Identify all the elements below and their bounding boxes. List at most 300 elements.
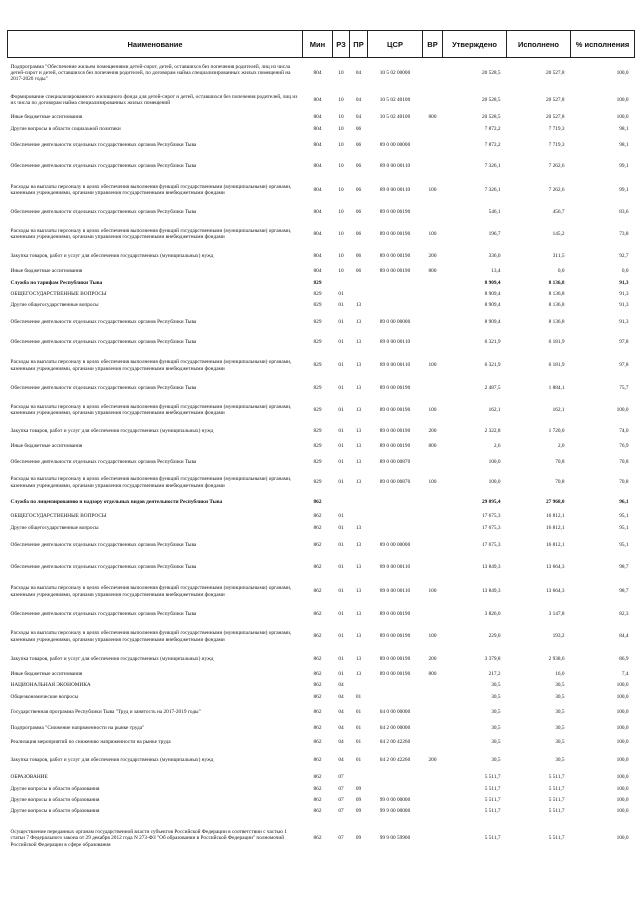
row-vr: 200 xyxy=(428,252,437,259)
row-approved: 30,5 xyxy=(491,739,501,746)
row-pr xyxy=(350,495,368,511)
table-row xyxy=(8,522,635,535)
row-pr: 13 xyxy=(355,362,362,369)
row-pr: 06 xyxy=(355,268,362,275)
row-executed: 8 136,8 xyxy=(548,318,565,325)
row-percent: 100,0 xyxy=(616,835,629,842)
row-vr: 100 xyxy=(428,588,437,595)
row-rz: 01 xyxy=(338,479,344,486)
row-vr xyxy=(423,136,443,156)
row-percent: 100,0 xyxy=(616,96,629,103)
row-csr: 89 0 00 00190 xyxy=(379,655,411,662)
row-name: Расходы на выплаты персоналу в целях обеспечения выполнения функций государственными (муниципальными) органами, казенными учреждениями, органами управления государственными внебюджетными фондами xyxy=(10,359,292,372)
row-vr: 800 xyxy=(428,670,437,677)
row-percent: 100,0 xyxy=(616,739,629,746)
row-csr xyxy=(368,300,423,312)
row-rz: 01 xyxy=(338,384,344,391)
row-name: Расходы на выплаты персоналу в целях обеспечения выполнения функций государственными (муниципальными) органами, казенными учреждениями, органами управления государственными внебюджетными фондами xyxy=(10,403,292,416)
row-min: 862 xyxy=(313,785,322,792)
header-vr: ВР xyxy=(423,31,443,58)
row-rz: 10 xyxy=(338,96,344,103)
row-vr xyxy=(423,704,443,721)
row-pr: 13 xyxy=(355,406,362,413)
row-csr xyxy=(368,278,423,290)
row-min: 829 xyxy=(313,443,322,450)
row-percent: 98,1 xyxy=(619,142,629,149)
row-percent: 70,8 xyxy=(619,458,629,465)
row-vr: 100 xyxy=(428,230,437,237)
row-rz: 07 xyxy=(338,785,344,792)
row-approved: 20 528,5 xyxy=(481,113,501,120)
row-approved: 8 909,4 xyxy=(484,302,501,309)
row-rz: 04 xyxy=(338,739,344,746)
table-row xyxy=(8,557,635,579)
table-row xyxy=(8,278,635,290)
row-csr: 04 2 00 00000 xyxy=(379,724,411,731)
row-pr: 01 xyxy=(355,708,362,715)
row-min: 829 xyxy=(313,339,322,346)
row-approved: 17 675,3 xyxy=(481,512,501,519)
row-approved: 17 675,3 xyxy=(481,524,501,531)
row-rz: 10 xyxy=(338,113,344,120)
row-vr: 100 xyxy=(428,186,437,193)
row-name: Служба по лицензированию и надзору отдельных видов деятельности Республики Тыва xyxy=(10,499,223,506)
row-min: 862 xyxy=(313,524,322,531)
row-csr: 89 0 00 00000 xyxy=(379,142,411,149)
row-pr: 13 xyxy=(355,542,362,549)
row-approved: 5 511,7 xyxy=(484,807,501,814)
row-percent: 91,3 xyxy=(619,280,629,287)
row-rz: 01 xyxy=(338,655,344,662)
row-pr: 13 xyxy=(355,610,362,617)
row-executed: 311,5 xyxy=(552,252,565,259)
row-min: 804 xyxy=(313,208,322,215)
row-executed: 8 136,8 xyxy=(548,291,565,298)
row-name: Обеспечение деятельности отдельных государственных органов Республики Тыва xyxy=(10,163,197,170)
row-pr: 13 xyxy=(355,479,362,486)
row-pr: 09 xyxy=(355,835,362,842)
row-min: 804 xyxy=(313,96,322,103)
header-approved: Утверждено xyxy=(443,31,507,58)
row-vr: 800 xyxy=(428,113,437,120)
row-percent: 0,0 xyxy=(621,268,629,275)
row-min: 829 xyxy=(313,280,322,287)
row-approved: 5 511,7 xyxy=(484,773,501,780)
row-approved: 8 909,4 xyxy=(484,318,501,325)
row-vr: 100 xyxy=(428,362,437,369)
row-csr xyxy=(368,784,423,795)
row-rz: 01 xyxy=(338,427,344,434)
table-row xyxy=(8,750,635,771)
row-approved: 7 872,2 xyxy=(484,142,501,149)
row-rz: 01 xyxy=(338,339,344,346)
row-min: 862 xyxy=(313,499,322,506)
row-name: Обеспечение деятельности отдельных государственных органов Республики Тыва xyxy=(10,384,197,391)
row-vr xyxy=(423,691,443,704)
row-rz: 07 xyxy=(338,796,344,803)
row-percent: 73,8 xyxy=(619,230,629,237)
row-rz: 10 xyxy=(338,186,344,193)
row-csr xyxy=(368,680,423,691)
row-vr xyxy=(423,454,443,471)
row-percent: 96,1 xyxy=(619,499,629,506)
row-pr: 09 xyxy=(355,796,362,803)
row-approved: 229,0 xyxy=(488,633,501,640)
row-rz: 04 xyxy=(338,693,344,700)
row-rz: 10 xyxy=(338,163,344,170)
row-name: Подпрограмма "Снижение напряженности на рынке труда" xyxy=(10,724,145,731)
row-percent: 98,1 xyxy=(619,125,629,132)
row-approved: 20 528,5 xyxy=(481,70,501,77)
row-vr: 100 xyxy=(428,633,437,640)
row-approved: 30,5 xyxy=(491,708,501,715)
row-percent: 82,3 xyxy=(619,610,629,617)
row-pr: 13 xyxy=(355,443,362,450)
row-pr: 06 xyxy=(355,163,362,170)
row-csr: 89 0 00 00190 xyxy=(379,670,411,677)
row-rz: 01 xyxy=(338,633,344,640)
row-vr xyxy=(423,312,443,333)
row-percent: 100,0 xyxy=(616,756,629,763)
table-row xyxy=(8,58,635,89)
table-row xyxy=(8,535,635,557)
row-executed: 20 527,8 xyxy=(545,113,565,120)
row-min: 862 xyxy=(313,655,322,662)
row-rz: 07 xyxy=(338,807,344,814)
row-pr: 01 xyxy=(355,693,362,700)
row-csr: 89 0 00 00870 xyxy=(379,458,411,465)
row-csr: 10 5 02 40100 xyxy=(379,96,411,103)
row-pr: 01 xyxy=(355,739,362,746)
row-approved: 217,2 xyxy=(488,670,501,677)
row-min: 804 xyxy=(313,163,322,170)
row-approved: 5 511,7 xyxy=(484,835,501,842)
row-percent: 91,3 xyxy=(619,318,629,325)
row-pr: 04 xyxy=(355,70,362,77)
row-vr: 200 xyxy=(428,756,437,763)
table-row xyxy=(8,624,635,650)
row-percent: 100,0 xyxy=(616,681,629,688)
table-row xyxy=(8,112,635,123)
row-name: Другие вопросы в области образования xyxy=(10,807,100,814)
row-percent: 100,0 xyxy=(616,785,629,792)
row-approved: 7 326,1 xyxy=(484,163,501,170)
table-row xyxy=(8,333,635,353)
row-percent: 95,1 xyxy=(619,512,629,519)
row-approved: 8 909,4 xyxy=(484,280,501,287)
row-min: 804 xyxy=(313,252,322,259)
row-min: 862 xyxy=(313,610,322,617)
row-pr: 13 xyxy=(355,633,362,640)
row-percent: 98,7 xyxy=(619,588,629,595)
row-percent: 95,1 xyxy=(619,542,629,549)
row-vr: 800 xyxy=(428,443,437,450)
row-name: Обеспечение деятельности отдельных государственных органов Республики Тыва xyxy=(10,564,197,571)
row-csr: 89 0 00 00000 xyxy=(379,542,411,549)
row-name: Расходы на выплаты персоналу в целях обеспечения выполнения функций государственными (муниципальными) органами, казенными учреждениями, органами управления государственными внебюджетными фондами xyxy=(10,630,292,643)
row-pr: 01 xyxy=(355,724,362,731)
row-rz: 10 xyxy=(338,125,344,132)
row-percent: 100,0 xyxy=(616,796,629,803)
row-min: 862 xyxy=(313,807,322,814)
row-executed: 145,2 xyxy=(552,230,565,237)
row-percent: 91,3 xyxy=(619,302,629,309)
table-row xyxy=(8,579,635,605)
table-row xyxy=(8,817,635,861)
row-vr xyxy=(423,535,443,557)
row-min: 804 xyxy=(313,142,322,149)
row-rz: 01 xyxy=(338,458,344,465)
row-approved: 2,6 xyxy=(493,443,501,450)
table-header-row xyxy=(8,31,635,58)
row-executed: 3 147,8 xyxy=(548,610,565,617)
row-pr xyxy=(350,511,368,522)
row-pr: 04 xyxy=(355,113,362,120)
row-name: Расходы на выплаты персоналу в целях обеспечения выполнения функций государственными (муниципальными) органами, казенными учреждениями, органами управления государственными внебюджетными фондами xyxy=(10,585,292,598)
row-vr: 200 xyxy=(428,427,437,434)
table-row xyxy=(8,136,635,156)
table-row xyxy=(8,440,635,454)
row-approved: 3 826,0 xyxy=(484,610,501,617)
row-approved: 100,0 xyxy=(488,479,501,486)
row-pr: 13 xyxy=(355,670,362,677)
row-pr: 13 xyxy=(355,339,362,346)
row-csr: 89 0 00 00110 xyxy=(379,588,411,595)
row-vr xyxy=(423,278,443,290)
row-rz: 01 xyxy=(338,542,344,549)
row-approved: 2 487,5 xyxy=(484,384,501,391)
row-min: 862 xyxy=(313,512,322,519)
row-executed: 30,5 xyxy=(555,681,565,688)
row-name: Обеспечение деятельности отдельных государственных органов Республики Тыва xyxy=(10,208,197,215)
row-name: Закупка товаров, работ и услуг для обеспечения государственных (муниципальных) нужд xyxy=(10,655,214,662)
row-name: Реализация мероприятий по снижению напряженности на рынке труда xyxy=(10,739,171,746)
row-pr: 13 xyxy=(355,318,362,325)
row-rz: 01 xyxy=(338,362,344,369)
row-percent: 97,8 xyxy=(619,339,629,346)
row-executed: 7 262,6 xyxy=(548,163,565,170)
header-executed: Исполнено xyxy=(507,31,571,58)
row-csr: 99 0 00 00000 xyxy=(379,796,411,803)
row-pr: 06 xyxy=(355,208,362,215)
row-rz: 04 xyxy=(338,708,344,715)
row-executed: 162,1 xyxy=(552,406,565,413)
row-csr xyxy=(368,123,423,136)
row-vr xyxy=(423,784,443,795)
row-min: 804 xyxy=(313,125,322,132)
row-rz xyxy=(333,278,350,290)
row-min: 829 xyxy=(313,384,322,391)
row-csr: 89 0 00 00190 xyxy=(379,406,411,413)
table-row xyxy=(8,471,635,495)
row-vr xyxy=(423,333,443,353)
table-row xyxy=(8,423,635,440)
row-percent: 7,4 xyxy=(621,670,629,677)
row-percent: 100,0 xyxy=(616,724,629,731)
row-csr: 99 9 00 00000 xyxy=(379,807,411,814)
row-csr: 89 0 00 00110 xyxy=(379,186,411,193)
row-min: 862 xyxy=(313,670,322,677)
row-percent: 99,1 xyxy=(619,163,629,170)
row-pr: 06 xyxy=(355,125,362,132)
row-percent: 97,8 xyxy=(619,362,629,369)
table-row xyxy=(8,123,635,136)
row-name: Расходы на выплаты персоналу в целях обеспечения выполнения функций государственными (муниципальными) органами, казенными учреждениями, органами управления государственными внебюджетными фондами xyxy=(10,476,292,489)
row-pr: 13 xyxy=(355,302,362,309)
row-vr: 100 xyxy=(428,479,437,486)
row-executed: 70,8 xyxy=(555,458,565,465)
row-executed: 193,2 xyxy=(552,633,565,640)
row-rz: 10 xyxy=(338,230,344,237)
row-rz: 10 xyxy=(338,70,344,77)
table-row xyxy=(8,353,635,379)
header-rz: РЗ xyxy=(333,31,350,58)
row-name: ОБЩЕГОСУДАРСТВЕННЫЕ ВОПРОСЫ xyxy=(10,512,107,519)
row-executed: 16,0 xyxy=(555,670,565,677)
row-csr: 89 0 00 00110 xyxy=(379,339,411,346)
row-vr xyxy=(423,817,443,861)
row-vr: 200 xyxy=(428,655,437,662)
row-min: 862 xyxy=(313,693,322,700)
row-pr: 04 xyxy=(355,96,362,103)
row-rz: 01 xyxy=(338,512,344,519)
row-pr xyxy=(350,680,368,691)
row-pr: 13 xyxy=(355,524,362,531)
row-csr: 04 2 00 42260 xyxy=(379,756,411,763)
row-approved: 30,5 xyxy=(491,724,501,731)
row-min: 862 xyxy=(313,773,322,780)
row-csr: 89 0 00 00190 xyxy=(379,230,411,237)
row-approved: 7 872,2 xyxy=(484,125,501,132)
row-rz: 04 xyxy=(338,681,344,688)
row-approved: 7 326,1 xyxy=(484,186,501,193)
row-min: 862 xyxy=(313,681,322,688)
row-pr: 13 xyxy=(355,655,362,662)
row-min: 829 xyxy=(313,318,322,325)
row-approved: 5 511,7 xyxy=(484,785,501,792)
row-min: 862 xyxy=(313,739,322,746)
row-executed: 20 527,8 xyxy=(545,96,565,103)
table-row xyxy=(8,222,635,247)
row-executed: 5 511,7 xyxy=(548,773,565,780)
row-approved: 6 321,9 xyxy=(484,339,501,346)
row-name: Другие общегосударственные вопросы xyxy=(10,302,99,309)
row-pr: 06 xyxy=(355,230,362,237)
row-vr xyxy=(423,511,443,522)
row-min: 804 xyxy=(313,230,322,237)
table-row xyxy=(8,721,635,736)
header-name: Наименование xyxy=(8,31,303,58)
row-vr xyxy=(423,495,443,511)
budget-report-page xyxy=(7,30,634,861)
row-name: Закупка товаров, работ и услуг для обеспечения государственных (муниципальных) нужд xyxy=(10,756,214,763)
row-vr xyxy=(423,680,443,691)
row-vr xyxy=(423,522,443,535)
row-vr xyxy=(423,290,443,300)
row-executed: 70,8 xyxy=(555,479,565,486)
row-vr: 100 xyxy=(428,406,437,413)
budget-execution-table xyxy=(7,30,635,861)
row-min: 829 xyxy=(313,291,322,298)
row-csr: 99 9 00 59900 xyxy=(379,835,411,842)
row-rz: 10 xyxy=(338,142,344,149)
row-vr xyxy=(423,771,443,784)
row-executed: 8 136,8 xyxy=(548,280,565,287)
row-pr: 09 xyxy=(355,807,362,814)
row-min: 862 xyxy=(313,542,322,549)
row-percent: 74,0 xyxy=(619,427,629,434)
row-approved: 30,5 xyxy=(491,756,501,763)
row-percent: 83,6 xyxy=(619,208,629,215)
row-name: Закупка товаров, работ и услуг для обеспечения государственных (муниципальных) нужд xyxy=(10,427,214,434)
row-csr: 89 0 00 00190 xyxy=(379,443,411,450)
row-approved: 546,1 xyxy=(488,208,501,215)
row-csr xyxy=(368,495,423,511)
row-pr xyxy=(350,278,368,290)
row-csr: 89 0 00 00110 xyxy=(379,163,411,170)
row-min: 829 xyxy=(313,302,322,309)
row-executed: 1 720,0 xyxy=(548,427,565,434)
table-row xyxy=(8,290,635,300)
row-name: Иные бюджетные ассигнования xyxy=(10,443,83,450)
row-csr: 89 0 00 00190 xyxy=(379,268,411,275)
row-approved: 17 675,3 xyxy=(481,542,501,549)
row-approved: 100,0 xyxy=(488,458,501,465)
header-percent: % исполнения xyxy=(571,31,635,58)
header-csr: ЦСР xyxy=(368,31,423,58)
row-vr xyxy=(423,605,443,624)
row-executed: 16 812,1 xyxy=(545,524,565,531)
row-executed: 30,5 xyxy=(555,708,565,715)
table-row xyxy=(8,691,635,704)
row-pr: 01 xyxy=(355,756,362,763)
row-rz: 01 xyxy=(338,302,344,309)
table-row xyxy=(8,784,635,795)
row-csr: 89 0 00 00870 xyxy=(379,479,411,486)
row-percent: 84,4 xyxy=(619,633,629,640)
table-row xyxy=(8,156,635,178)
row-approved: 30,5 xyxy=(491,681,501,688)
row-executed: 30,5 xyxy=(555,739,565,746)
row-csr: 10 5 02 00000 xyxy=(379,70,411,77)
row-rz: 07 xyxy=(338,773,344,780)
row-percent: 100,0 xyxy=(616,693,629,700)
row-percent: 76,9 xyxy=(619,443,629,450)
row-name: Обеспечение деятельности отдельных государственных органов Республики Тыва xyxy=(10,142,197,149)
row-executed: 13 664,3 xyxy=(545,588,565,595)
row-min: 862 xyxy=(313,708,322,715)
row-min: 862 xyxy=(313,756,322,763)
row-min: 862 xyxy=(313,564,322,571)
row-rz: 01 xyxy=(338,564,344,571)
row-vr: 800 xyxy=(428,268,437,275)
row-vr xyxy=(423,58,443,89)
row-pr xyxy=(350,771,368,784)
row-approved: 196,7 xyxy=(488,230,501,237)
row-rz: 04 xyxy=(338,724,344,731)
row-executed: 7 262,6 xyxy=(548,186,565,193)
table-row xyxy=(8,89,635,112)
row-vr xyxy=(423,379,443,398)
row-pr: 06 xyxy=(355,186,362,193)
row-pr: 06 xyxy=(355,142,362,149)
row-min: 862 xyxy=(313,588,322,595)
table-row xyxy=(8,511,635,522)
table-row xyxy=(8,454,635,471)
row-rz xyxy=(333,495,350,511)
row-rz: 10 xyxy=(338,208,344,215)
row-min: 804 xyxy=(313,268,322,275)
